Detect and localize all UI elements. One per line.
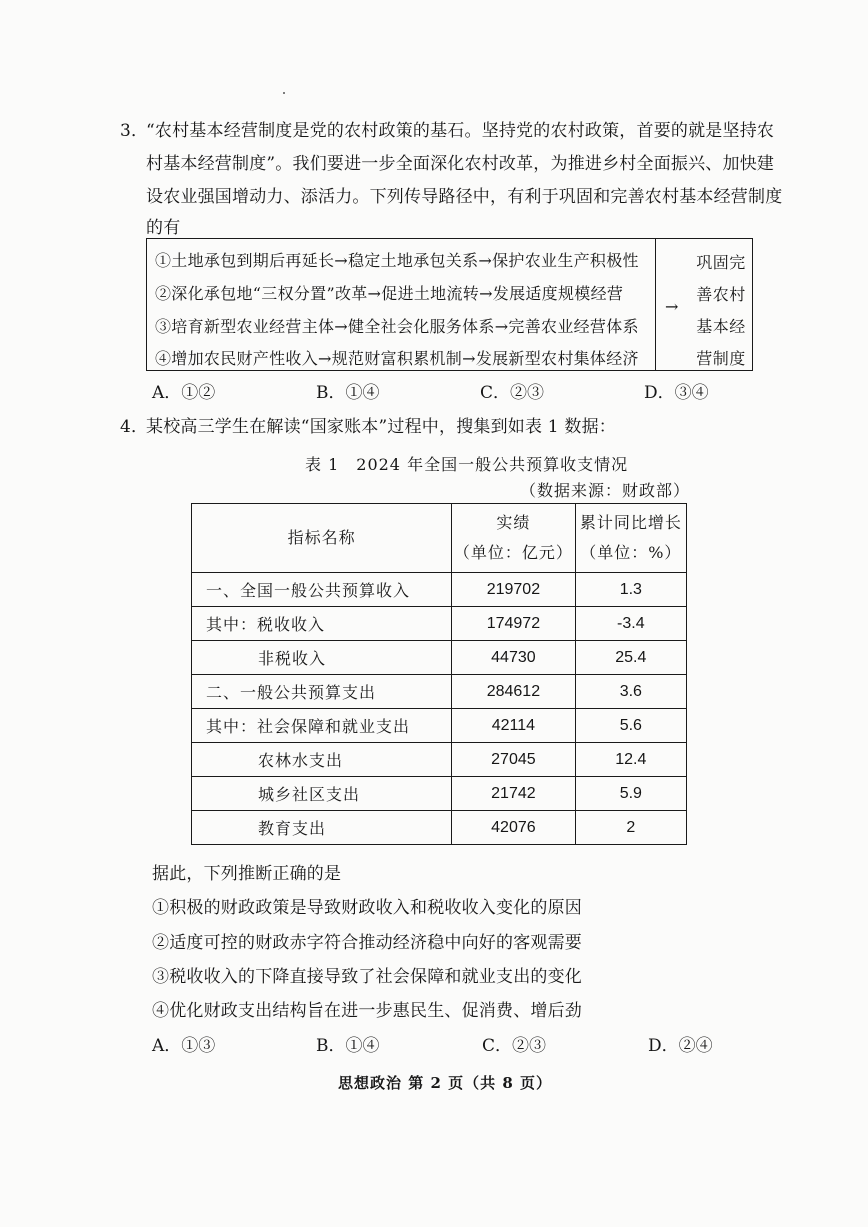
row-growth: 5.6: [575, 709, 686, 743]
header-actual-unit: （单位：亿元）: [453, 543, 573, 562]
q3-path-4: ④增加农民财产性收入→规范财富积累机制→发展新型农村集体经济: [155, 349, 639, 368]
row-name: 农林水支出: [192, 743, 452, 777]
q4-statement-1: ①积极的财政政策是导致财政收入和税收收入变化的原因: [152, 898, 582, 918]
q3-result-line-4: 营制度: [696, 349, 746, 368]
header-actual-label: 实绩: [496, 513, 531, 532]
q3-path-1: ①土地承包到期后再延长→稳定土地承包关系→保护农业生产积极性: [155, 251, 639, 270]
q3-box-divider: [655, 239, 656, 370]
q4-number: 4．: [120, 417, 149, 437]
q3-path-box: [146, 238, 753, 371]
q3-result-line-3: 基本经: [696, 317, 746, 336]
table-row: [192, 777, 687, 811]
q3-path-2: ②深化承包地“三权分置”改革→促进土地流转→发展适度规模经营: [155, 284, 624, 303]
q3-stem-line-1: “农村基本经营制度是党的农村政策的基石。坚持党的农村政策，首要的就是坚持农: [146, 121, 775, 141]
q4-option-d: D．②④: [648, 1036, 713, 1056]
table-row: [192, 641, 687, 675]
q4-option-a: A．①③: [152, 1036, 216, 1056]
table-row: [192, 743, 687, 777]
q3-stem-line-4: 的有: [146, 218, 181, 238]
q4-option-c: C．②③: [482, 1036, 547, 1056]
row-growth: 3.6: [575, 675, 686, 709]
row-value: 42076: [452, 811, 576, 845]
row-growth: 2: [575, 811, 686, 845]
header-actual: [452, 504, 576, 573]
table-row: [192, 709, 687, 743]
table-header-row: [192, 504, 687, 573]
row-value: 174972: [452, 607, 576, 641]
q3-option-a: A．①②: [152, 383, 216, 403]
row-name: 一、全国一般公共预算收入: [192, 573, 452, 607]
row-growth: 1.3: [575, 573, 686, 607]
table-source: （数据来源：财政部）: [520, 481, 691, 500]
page-footer: 思想政治 第 2 页（共 8 页）: [338, 1074, 552, 1092]
table-title: 表 1 2024 年全国一般公共预算收支情况: [305, 455, 629, 474]
budget-table: [191, 503, 687, 845]
q3-number: 3．: [120, 121, 149, 141]
row-name: 二、一般公共预算支出: [192, 675, 452, 709]
row-name: 非税收入: [192, 641, 452, 675]
q3-stem-line-2: 村基本经营制度”。我们要进一步全面深化农村改革，为推进乡村全面振兴、加快建: [146, 154, 775, 174]
q4-prompt: 据此，下列推断正确的是: [152, 864, 342, 884]
q3-result-text: [693, 247, 749, 375]
table-row: [192, 573, 687, 607]
row-name: 其中：税收收入: [192, 607, 452, 641]
row-value: 284612: [452, 675, 576, 709]
header-growth-label: 累计同比增长: [579, 513, 682, 532]
q3-option-b: B．①④: [316, 383, 380, 403]
scan-speck: [283, 92, 285, 94]
row-growth: -3.4: [575, 607, 686, 641]
q3-path-3: ③培育新型农业经营主体→健全社会化服务体系→完善农业经营体系: [155, 317, 639, 336]
q4-statement-4: ④优化财政支出结构旨在进一步惠民生、促消费、增后劲: [152, 1001, 582, 1021]
q3-stem-line-3: 设农业强国增动力、添活力。下列传导路径中，有利于巩固和完善农村基本经营制度: [146, 187, 783, 207]
q3-result-line-1: 巩固完: [696, 253, 746, 272]
row-value: 219702: [452, 573, 576, 607]
row-value: 42114: [452, 709, 576, 743]
q4-intro: 某校高三学生在解读“国家账本”过程中，搜集到如表 1 数据：: [146, 417, 617, 437]
table-row: [192, 607, 687, 641]
q3-result-arrow: →: [665, 297, 679, 316]
row-value: 27045: [452, 743, 576, 777]
row-value: 21742: [452, 777, 576, 811]
row-growth: 5.9: [575, 777, 686, 811]
table-row: [192, 675, 687, 709]
header-growth-unit: （单位：%）: [580, 543, 682, 562]
row-value: 44730: [452, 641, 576, 675]
q4-option-b: B．①④: [316, 1036, 380, 1056]
row-name: 其中：社会保障和就业支出: [192, 709, 452, 743]
row-name: 教育支出: [192, 811, 452, 845]
row-name: 城乡社区支出: [192, 777, 452, 811]
q4-statement-3: ③税收收入的下降直接导致了社会保障和就业支出的变化: [152, 967, 582, 987]
q3-option-c: C．②③: [480, 383, 545, 403]
table-row: [192, 811, 687, 845]
q3-option-d: D．③④: [644, 383, 709, 403]
row-growth: 12.4: [575, 743, 686, 777]
row-growth: 25.4: [575, 641, 686, 675]
header-growth: [575, 504, 686, 573]
q3-result-line-2: 善农村: [696, 285, 746, 304]
header-indicator: 指标名称: [192, 504, 452, 573]
q4-statement-2: ②适度可控的财政赤字符合推动经济稳中向好的客观需要: [152, 933, 582, 953]
